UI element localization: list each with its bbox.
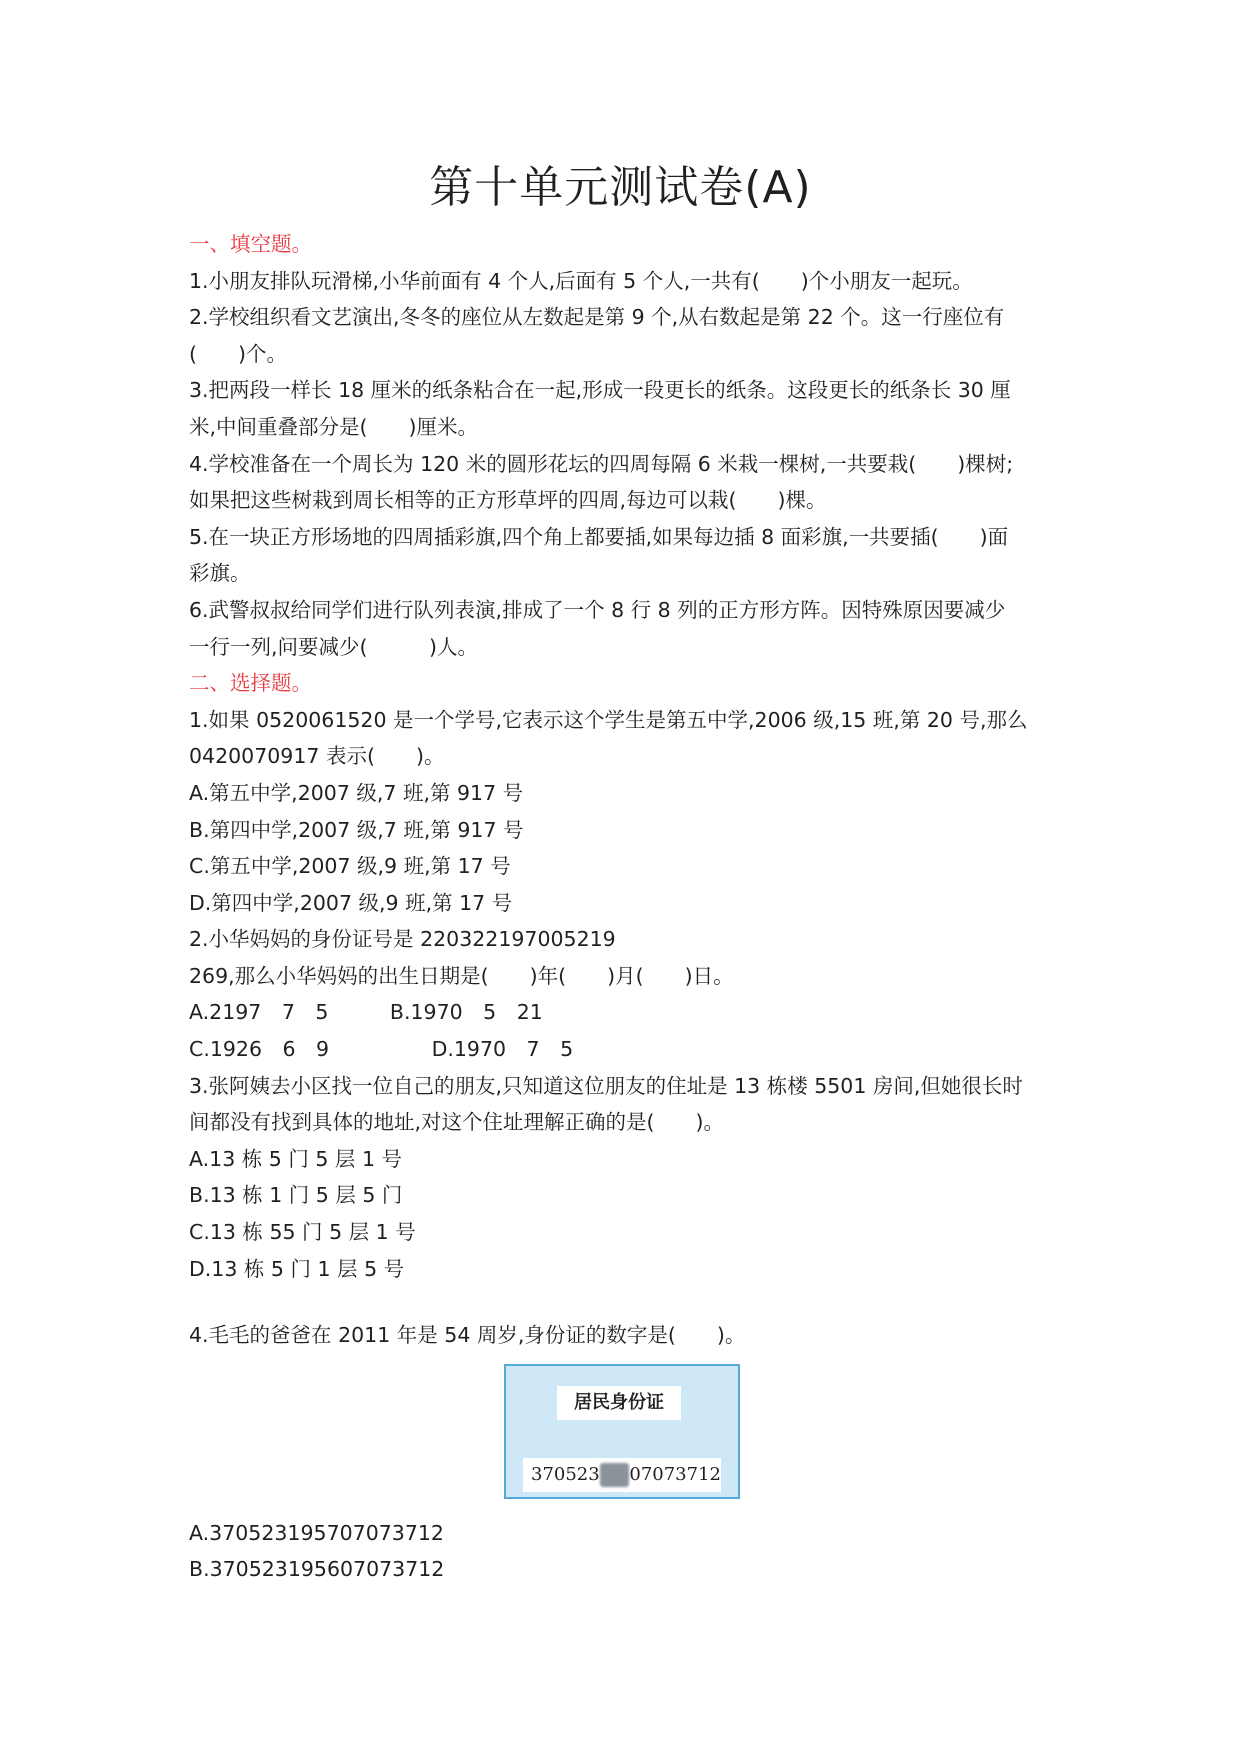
choice-option: A.第五中学,2007 级,7 班,第 917 号 <box>189 780 524 805</box>
choice-option: C.第五中学,2007 级,9 班,第 17 号 <box>189 854 511 879</box>
page-title: 第十单元测试卷(A) <box>429 162 812 213</box>
question-line: 3.张阿姨去小区找一位自己的朋友,只知道这位朋友的住址是 13 栋楼 5501 房间,但她很长时 <box>189 1073 1023 1098</box>
question-line: 间都没有找到具体的地址,对这个住址理解正确的是( )。 <box>189 1110 725 1135</box>
question-line: 0420070917 表示( )。 <box>189 744 445 769</box>
section-heading-fill-blank: 一、填空题。 <box>189 232 312 256</box>
id-card-title: 居民身份证 <box>557 1386 681 1420</box>
question-line: 2.小华妈妈的身份证号是 220322197005219 <box>189 927 616 952</box>
question-line: 5.在一块正方形场地的四周插彩旗,四个角上都要插,如果每边插 8 面彩旗,一共要插( )面 <box>189 524 1009 549</box>
choice-option: C.13 栋 55 门 5 层 1 号 <box>189 1220 416 1245</box>
id-card-image <box>504 1364 740 1499</box>
choice-option: B.13 栋 1 门 5 层 5 门 <box>189 1183 403 1208</box>
choice-option: A.13 栋 5 门 5 层 1 号 <box>189 1146 403 1171</box>
question-line: 一行一列,问要减少( )人。 <box>189 634 479 659</box>
id-number-prefix: 370523 <box>531 1463 600 1485</box>
choice-option: D.13 栋 5 门 1 层 5 号 <box>189 1256 405 1281</box>
section-heading-multiple-choice: 二、选择题。 <box>189 671 312 696</box>
question-line: 6.武警叔叔给同学们进行队列表演,排成了一个 8 行 8 列的正方形方阵。因特殊原因要减少 <box>189 597 1006 622</box>
worksheet-body <box>189 226 1059 1588</box>
choice-option: B.370523195607073712 <box>189 1557 445 1582</box>
choice-option: C.1926 6 9 D.1970 7 5 <box>189 1037 574 1062</box>
id-number-suffix: 07073712 <box>629 1463 721 1485</box>
question-line: 2.学校组织看文艺演出,冬冬的座位从左数起是第 9 个,从右数起是第 22 个。这一行座位有 <box>189 305 1005 330</box>
choice-option: D.第四中学,2007 级,9 班,第 17 号 <box>189 890 513 915</box>
question-line: 4.毛毛的爸爸在 2011 年是 54 周岁,身份证的数字是( )。 <box>189 1323 746 1348</box>
question-line: 彩旗。 <box>189 561 251 586</box>
question-line: 1.如果 0520061520 是一个学号,它表示这个学生是第五中学,2006 级,15 班,第 20 号,那么 <box>189 707 1028 732</box>
question-line: 3.把两段一样长 18 厘米的纸条粘合在一起,形成一段更长的纸条。这段更长的纸条长 30 厘 <box>189 378 1011 403</box>
redaction-smudge <box>600 1463 630 1487</box>
question-line: ( )个。 <box>189 341 287 366</box>
question-line: 269,那么小华妈妈的出生日期是( )年( )月( )日。 <box>189 963 734 988</box>
question-line: 4.学校准备在一个周长为 120 米的圆形花坛的四周每隔 6 米栽一棵树,一共要栽( )棵树; <box>189 451 1014 476</box>
question-line: 米,中间重叠部分是( )厘米。 <box>189 414 479 439</box>
choice-option: B.第四中学,2007 级,7 班,第 917 号 <box>189 817 524 842</box>
choice-option: A.370523195707073712 <box>189 1520 444 1545</box>
id-card-number <box>523 1458 721 1492</box>
question-line: 如果把这些树栽到周长相等的正方形草坪的四周,每边可以栽( )棵。 <box>189 488 827 513</box>
choice-option: A.2197 7 5 B.1970 5 21 <box>189 1000 543 1025</box>
question-line: 1.小朋友排队玩滑梯,小华前面有 4 个人,后面有 5 个人,一共有( )个小朋友一起玩。 <box>189 268 973 293</box>
spacer <box>189 1287 1059 1317</box>
